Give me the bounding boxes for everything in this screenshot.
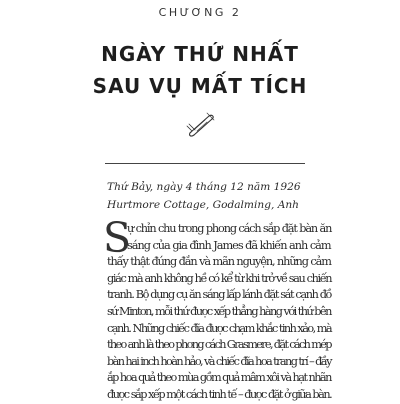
paragraph-line: cạnh. Những chiếc đĩa được chạm khắc tinh xảo, mà	[107, 321, 332, 335]
paragraph-line: sáng của gia đình James đã khiến anh cảm	[127, 238, 331, 252]
dateline-place: Hurtmore Cottage, Godalming, Anh	[107, 199, 300, 211]
dateline	[107, 178, 367, 214]
paragraph-line: thấy thật đúng đắn và mãn nguyện, những cảm	[107, 255, 331, 269]
paragraph-line: theo anh là theo phong cách Grasmere, đặt cách mép	[107, 338, 331, 352]
drop-cap: S	[103, 214, 132, 262]
chapter-label: CHƯƠNG 2	[158, 6, 242, 19]
paragraph-line: ắp hoa quả theo mùa gồm quả mâm xôi và hạt nhãn	[107, 371, 331, 385]
paragraph-line: ự chỉn chu trong phong cách sắp đặt bàn ăn	[127, 222, 332, 235]
chapter-title-line-1: NGÀY THỨ NHẤT	[101, 42, 299, 66]
paragraph-line: được sắp xếp một cách tinh tế – được đặt ở giữa bàn.	[107, 387, 332, 401]
body-paragraph	[107, 221, 331, 404]
paragraph-line: tranh. Bộ dụng cụ ăn sáng lấp lánh đặt sát cạnh đồ	[107, 288, 332, 302]
chapter-title	[0, 38, 400, 102]
scroll-icon	[185, 110, 217, 138]
paragraph-line: bàn hai inch hoàn hảo, và chiếc đĩa hoa trang trí – đầy	[107, 354, 331, 368]
paragraph-line: giác mà anh không hề có kể từ khi trở về sau chiến	[107, 271, 332, 285]
chapter-title-line-2: SAU VỤ MẤT TÍCH	[92, 74, 308, 98]
dateline-date: Thứ Bảy, ngày 4 tháng 12 năm 1926	[107, 181, 301, 193]
paragraph-line: sứ Minton, mỗi thứ được xếp thẳng hàng với thứ bên	[107, 304, 331, 318]
divider-rule	[105, 163, 305, 164]
